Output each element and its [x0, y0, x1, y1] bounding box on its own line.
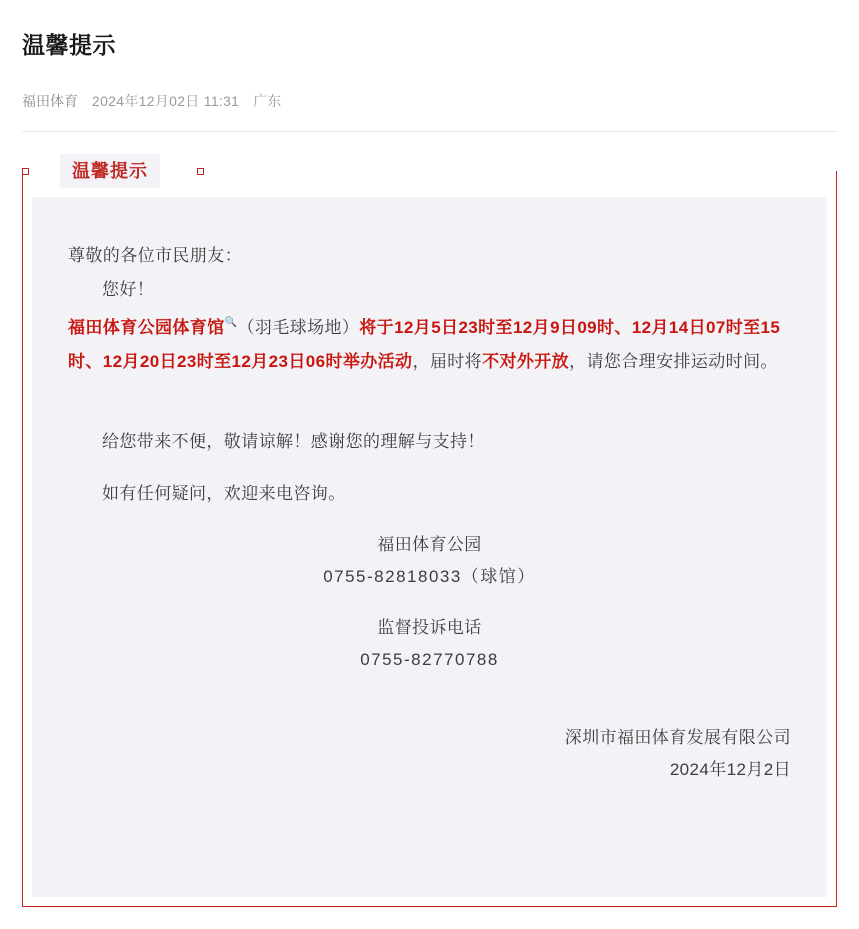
company-name: 深圳市福田体育发展有限公司 — [564, 728, 791, 748]
spacer-1 — [68, 379, 791, 425]
org-name: 福田体育公园 — [377, 535, 482, 554]
spacer-5 — [68, 676, 791, 722]
notice-box — [22, 171, 837, 907]
org-phone: 0755-82818033（球馆） — [323, 567, 536, 587]
venue-link[interactable]: 福田体育公园体育馆 — [68, 318, 225, 337]
corner-marker-left — [22, 168, 29, 175]
spacer-2 — [68, 459, 791, 477]
contact-block — [68, 529, 791, 787]
supervise-phone: 0755-82770788 — [360, 649, 499, 669]
notice-body-part2: ，届时将 — [412, 352, 483, 371]
spacer-4 — [68, 594, 791, 612]
search-icon[interactable]: 🔍 — [224, 317, 238, 329]
spacer-3 — [68, 511, 791, 529]
meta-location: 广东 — [253, 93, 282, 109]
notice-body-part1: （羽毛球场地） — [237, 318, 360, 337]
notice-body — [68, 311, 791, 379]
sign-date: 2024年12月2日 — [669, 760, 791, 780]
notice-highlight-schedule: 将于12月5日23时至12月9日09时、12月14日07时至15时、12月20日23时至12月23日06时举办活动 — [68, 318, 781, 371]
apology-text: 给您带来不便，敬请谅解！感谢您的理解与支持！ — [102, 432, 485, 451]
supervise-label: 监督投诉电话 — [377, 617, 482, 637]
notice-card — [22, 154, 837, 907]
meta-source[interactable]: 福田体育 — [22, 93, 78, 109]
contact-invite-text: 如有任何疑问，欢迎来电咨询。 — [102, 484, 346, 503]
greeting: 您好！ — [102, 280, 155, 299]
article-page — [0, 15, 859, 929]
page-title: 温馨提示 — [22, 32, 116, 59]
meta-date: 2024年12月02日 11:31 — [92, 93, 240, 109]
salutation: 尊敬的各位市民朋友： — [68, 246, 242, 265]
notice-body-part3: ，请您合理安排运动时间。 — [569, 352, 778, 371]
notice-label: 温馨提示 — [60, 154, 160, 188]
header-divider — [22, 131, 837, 132]
notice-content — [32, 197, 827, 897]
corner-marker-right — [197, 168, 204, 175]
notice-highlight-closed: 不对外开放 — [482, 352, 570, 371]
article-meta — [0, 77, 859, 111]
